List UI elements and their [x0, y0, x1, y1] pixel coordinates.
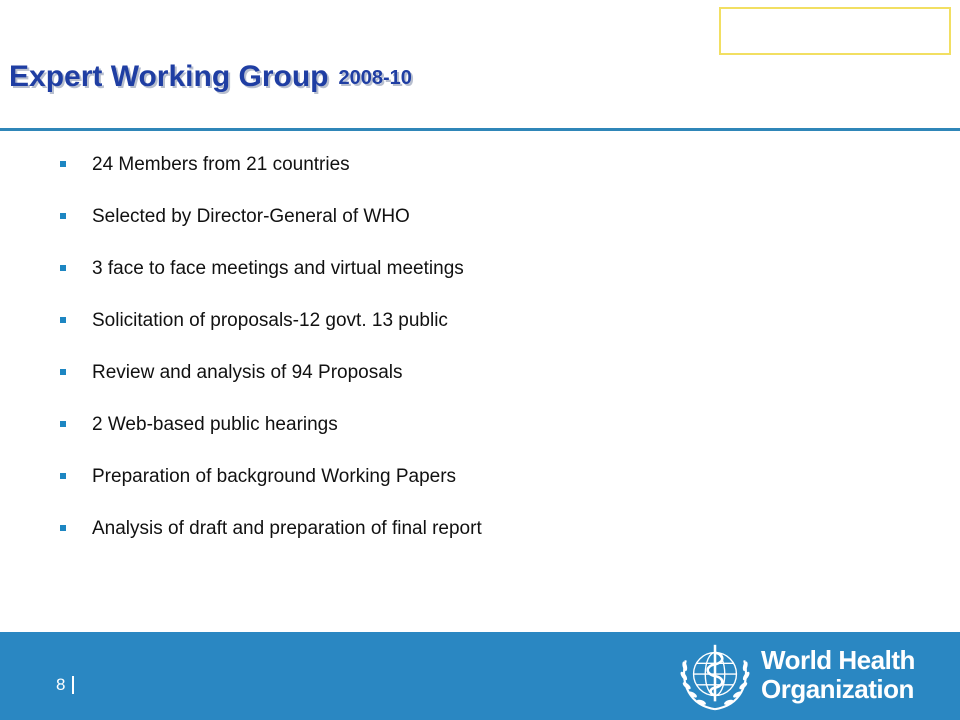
bullet-text: Preparation of background Working Papers [92, 466, 457, 487]
square-bullet-icon [60, 265, 66, 271]
bullet-text: 2 Web-based public hearings [92, 414, 338, 435]
bullet-text: Analysis of draft and preparation of final report [92, 518, 482, 539]
square-bullet-icon [60, 421, 66, 427]
square-bullet-icon [60, 317, 66, 323]
empty-text-placeholder [719, 7, 951, 55]
who-emblem-icon [676, 637, 754, 715]
slide-title-main: Expert Working Group [9, 60, 329, 93]
square-bullet-icon [60, 473, 66, 479]
square-bullet-icon [60, 161, 66, 167]
who-wordmark-line2: Organization [761, 674, 914, 704]
square-bullet-icon [60, 369, 66, 375]
bullet-text: Solicitation of proposals-12 govt. 13 public [92, 310, 448, 331]
square-bullet-icon [60, 213, 66, 219]
title-divider [0, 128, 960, 131]
square-bullet-icon [60, 525, 66, 531]
bullet-text: Review and analysis of 94 Proposals [92, 362, 403, 383]
slide-title [9, 57, 412, 100]
page-number: 8 [56, 675, 66, 694]
slide-title-year: 2008-10 [338, 67, 412, 89]
footer-bar [0, 632, 960, 720]
bullet-text: 3 face to face meetings and virtual meetings [92, 258, 464, 279]
who-wordmark [761, 646, 915, 704]
bullet-text: Selected by Director-General of WHO [92, 206, 410, 227]
who-wordmark-line1: World Health [761, 645, 915, 675]
bullet-text: 24 Members from 21 countries [92, 154, 350, 175]
page-number-separator [72, 676, 74, 694]
